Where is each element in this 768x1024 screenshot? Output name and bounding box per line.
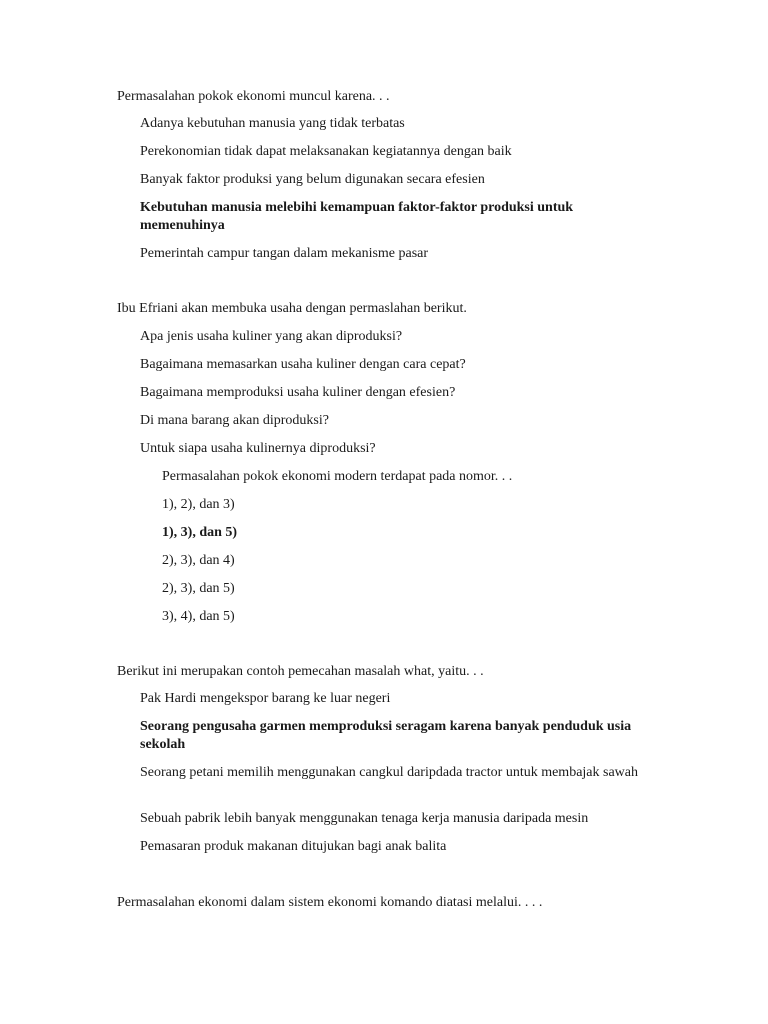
question-2-stem: Ibu Efriani akan membuka usaha dengan permaslahan berikut. — [117, 301, 467, 316]
question-1-option-a: Adanya kebutuhan manusia yang tidak terbatas — [140, 116, 405, 131]
question-1-option-b: Perekonomian tidak dapat melaksanakan kegiatannya dengan baik — [140, 144, 512, 159]
question-4-stem: Permasalahan ekonomi dalam sistem ekonomi komando diatasi melalui. . . . — [117, 895, 543, 910]
question-2-statement-1: Apa jenis usaha kuliner yang akan diproduksi? — [140, 329, 403, 344]
question-2-option-e: 3), 4), dan 5) — [162, 609, 235, 624]
question-3-option-b-answer: Seorang pengusaha garmen memproduksi seragam karena banyak penduduk usia sekolah — [140, 719, 632, 752]
question-2-prompt: Permasalahan pokok ekonomi modern terdapat pada nomor. . . — [162, 469, 513, 484]
question-3-option-e: Pemasaran produk makanan ditujukan bagi anak balita — [140, 839, 447, 854]
question-2-option-d: 2), 3), dan 5) — [162, 581, 235, 596]
question-2-option-c: 2), 3), dan 4) — [162, 553, 235, 568]
question-2-option-b-answer: 1), 3), dan 5) — [162, 525, 238, 540]
question-1-option-d-answer: Kebutuhan manusia melebihi kemampuan faktor-faktor produksi untuk memenuhinya — [140, 200, 574, 233]
question-3-option-a: Pak Hardi mengekspor barang ke luar negeri — [140, 691, 391, 706]
question-2-option-a: 1), 2), dan 3) — [162, 497, 235, 512]
question-1-option-c: Banyak faktor produksi yang belum digunakan secara efesien — [140, 172, 485, 187]
question-1-option-e: Pemerintah campur tangan dalam mekanisme pasar — [140, 246, 429, 261]
question-3-stem: Berikut ini merupakan contoh pemecahan masalah what, yaitu. . . — [117, 664, 484, 679]
question-1-stem: Permasalahan pokok ekonomi muncul karena. . . — [117, 89, 390, 104]
question-2-statement-3: Bagaimana memproduksi usaha kuliner dengan efesien? — [140, 385, 456, 400]
question-2-statement-2: Bagaimana memasarkan usaha kuliner dengan cara cepat? — [140, 357, 466, 372]
question-2-statement-5: Untuk siapa usaha kulinernya diproduksi? — [140, 441, 376, 456]
question-3-option-d: Sebuah pabrik lebih banyak menggunakan tenaga kerja manusia daripada mesin — [140, 811, 589, 826]
question-3-option-c: Seorang petani memilih menggunakan cangkul daripdada tractor untuk membajak sawah — [140, 765, 639, 780]
question-2-statement-4: Di mana barang akan diproduksi? — [140, 413, 329, 428]
